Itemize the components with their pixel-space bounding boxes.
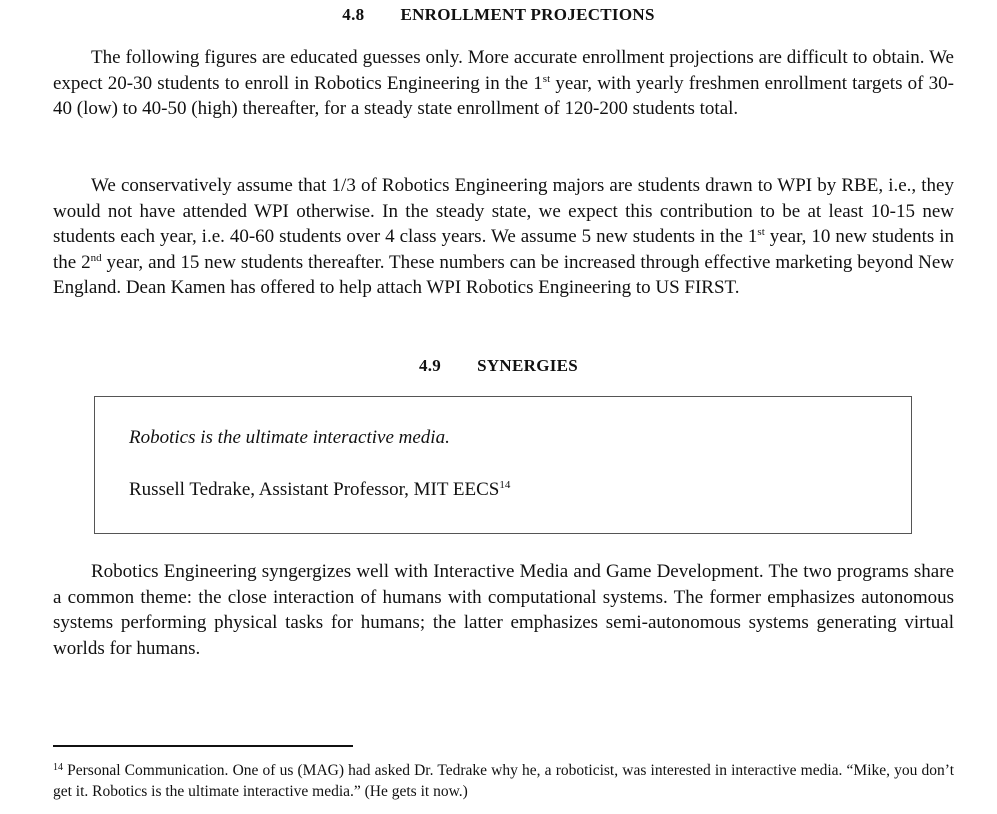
text: year, and 15 new students thereafter. These numbers can be increased through effective marketing beyond New England. Dean Kamen has offered to help attach WPI Robotics Engineering to US FIRST. [53,251,954,298]
paragraph-enrollment [53,45,954,122]
paragraph-synergies: Robotics Engineering syngergizes well with Interactive Media and Game Development. The two programs share a common theme: the close interaction of humans with computational systems. The former emphasizes autonomous systems performing physical tasks for humans; the latter emphasizes semi-autonomous systems generating virtual worlds for humans. [53,561,954,659]
superscript: nd [90,251,102,264]
footnote-reference[interactable]: 14 [499,479,511,491]
paragraph-assumption [53,173,954,301]
superscript: st [542,72,551,85]
section-number: 4.8 [342,5,365,24]
attribution-text: Russell Tedrake, Assistant Professor, MIT EECS [129,479,500,500]
footnote [53,760,954,802]
footnote-text: Personal Communication. One of us (MAG) had asked Dr. Tedrake why he, a roboticist, was interested in interactive media. “Mike, you don’t get it. Robotics is the ultimate interactive media.” (He gets it now.) [53,762,954,800]
text: year, 10 new students in the 2 [53,226,954,273]
quote-box [94,396,912,534]
text: year, with yearly freshmen enrollment targets of 30-40 (low) to 40-50 (high) thereafter, for a steady state enrollment of 120-200 students total. [53,72,954,119]
footnote-divider [53,745,353,747]
section-heading-synergies [0,356,997,376]
superscript: st [757,226,765,238]
text: The following figures are educated guesses only. More accurate enrollment projections are difficult to obtain. We expect 20-30 students to enroll in Robotics Engineering in the 1 [53,47,954,94]
footnote-number: 14 [53,762,63,773]
quote-text: Robotics is the ultimate interactive media. [129,427,450,448]
quote-attribution [129,479,510,501]
section-heading-enrollment [0,5,997,25]
section-number: 4.9 [418,356,442,375]
text: We conservatively assume that 1/3 of Robotics Engineering majors are students drawn to WPI by RBE, i.e., they would not have attended WPI otherwise. In the steady state, we expect this contribution to be at least 10-15 new students each year, i.e. 40-60 students over 4 class years. We assume 5 new students in the 1 [53,175,954,247]
section-title: SYNERGIES [477,356,579,375]
section-title: ENROLLMENT PROJECTIONS [400,5,655,24]
